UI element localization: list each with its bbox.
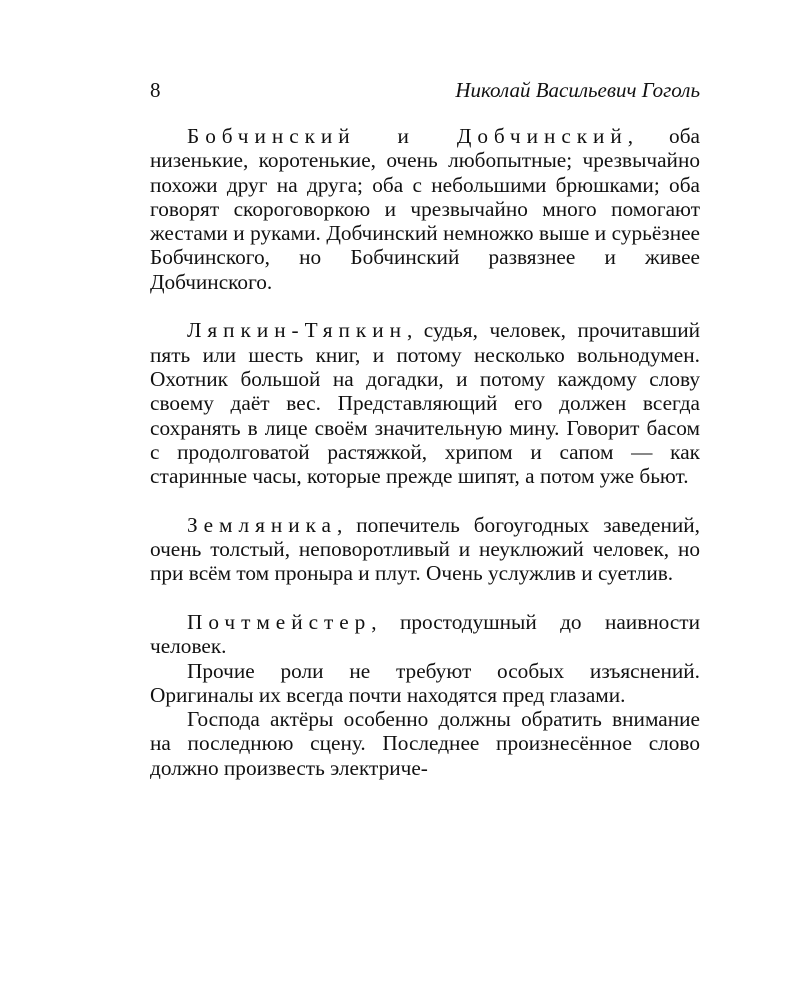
paragraph-pochtmeister	[150, 610, 700, 659]
page-number: 8	[150, 78, 161, 102]
character-name: Ляпкин-Тяпкин	[187, 318, 407, 343]
paragraph-zemlyanika	[150, 513, 700, 586]
character-description: , судья, человек, прочитавший пять или шесть книг, и потому несколько вольнодумен. Охотник большой на догадки, и потому каждому слову своему даёт вес. Представляющий его должен всегда сохранять в лице своём значительную мину. Говорит басом с продолговатой растяжкой, хрипом и сапом — как старинные часы, которые прежде шипят, а потом уже бьют.	[150, 318, 700, 489]
character-name: Почтмейстер	[187, 609, 372, 634]
paragraph-other-roles: Прочие роли не требуют особых изъяснений. Оригиналы их всегда почти находятся пред глазами.	[150, 658, 700, 707]
body-text	[150, 124, 700, 780]
page-header	[150, 78, 700, 108]
paragraph-last-scene: Господа актёры особенно должны обратить внимание на последнюю сцену. Последнее произнесённое слово должно произвесть электриче-	[150, 707, 700, 780]
running-head: Николай Васильевич Гоголь	[455, 78, 700, 102]
paragraph-bobchinsky	[150, 124, 700, 294]
character-description: , оба низенькие, коротенькие, очень любопытные; чрезвычайно похожи друг на друга; оба с небольшими брюшками; оба говорят скороговоркою и чрезвычайно много помогают жестами и руками. Добчинский немножко выше и сурьёзнее Бобчинского, но Бобчинский развязнее и живее Добчинского.	[150, 124, 700, 294]
paragraph-lyapkin	[150, 318, 700, 488]
character-description: , простодушный до наивности человек.	[150, 609, 700, 659]
character-name: Земляника	[187, 512, 337, 537]
character-description: , попечитель богоугодных заведений, очень толстый, неповоротливый и неуклюжий человек, но при всём том проныра и плут. Очень услужлив и суетлив.	[150, 512, 700, 586]
character-name: Бобчинский и Добчинский	[187, 124, 628, 148]
